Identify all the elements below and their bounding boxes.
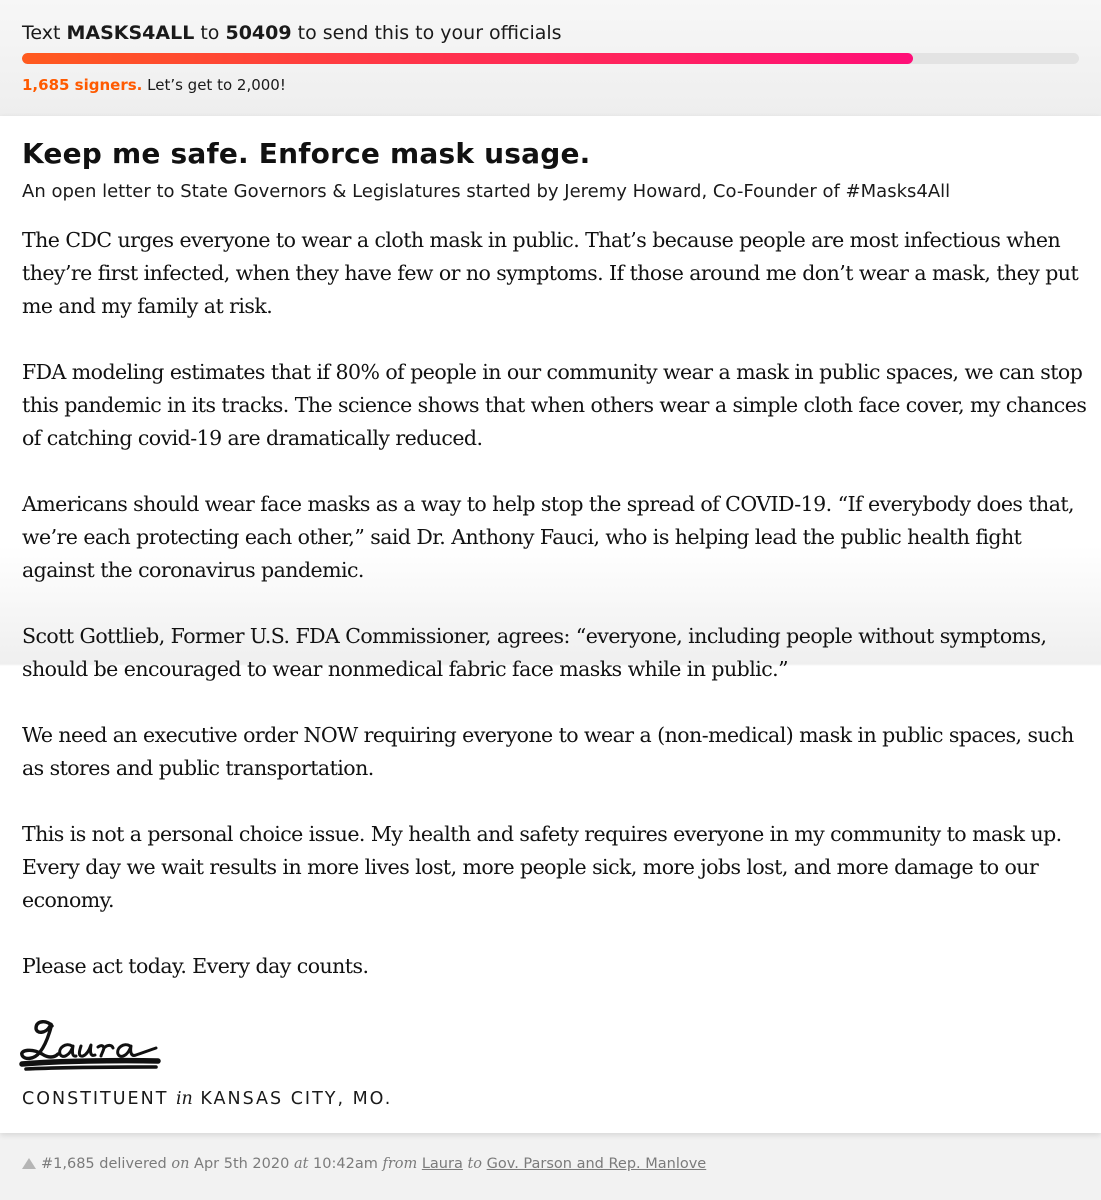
signer-count-line	[22, 74, 286, 96]
letter-paragraph: Please act today. Every day counts.	[22, 954, 369, 978]
letter-card	[0, 116, 1101, 1133]
letter-paragraph: Americans should wear face masks as a way to help stop the spread of COVID-19. “If everybody does that, we’re each protecting each other,” said Dr. Anthony Fauci, who is helping lead the public health fight against the coronavirus pandemic.	[22, 492, 1075, 582]
cta-prefix: Text	[22, 22, 67, 44]
letter-paragraph: We need an executive order NOW requiring everyone to wear a (non-medical) mask in public spaces, such as stores and public transportation.	[22, 723, 1074, 780]
letter-subtitle: An open letter to State Governors & Legislatures started by Jeremy Howard, Co-Founder of #Masks4All	[22, 181, 951, 202]
delivery-date: Apr 5th 2020	[189, 1156, 294, 1172]
letter-paragraph: Scott Gottlieb, Former U.S. FDA Commissioner, agrees: “everyone, including people without symptoms, should be encouraged to wear nonmedical fabric face masks while in public.”	[22, 624, 1047, 681]
signer-progress-bar	[22, 53, 1079, 64]
signature-laura	[18, 1012, 163, 1078]
constituent-city: KANSAS CITY, MO.	[192, 1089, 393, 1109]
recipients-link[interactable]: Gov. Parson and Rep. Manlove	[486, 1156, 707, 1172]
signer-progress-fill	[22, 53, 913, 64]
signer-banner	[0, 0, 1101, 116]
delivery-time: 10:42am	[308, 1156, 383, 1172]
constituent-label: CONSTITUENT	[22, 1089, 176, 1109]
letter-paragraph: This is not a personal choice issue. My health and safety requires everyone in my community to mask up. Every day we wait results in more lives lost, more people sick, more jobs lost, and more damage to our economy.	[22, 822, 1062, 912]
footer-to: to	[467, 1156, 483, 1172]
sender-link[interactable]: Laura	[421, 1156, 463, 1172]
cta-suffix: to send this to your officials	[291, 22, 562, 44]
footer-on: on	[171, 1156, 190, 1172]
cta-shortcode: 50409	[225, 22, 292, 44]
up-arrow-icon	[22, 1158, 36, 1169]
signer-count: 1,685 signers.	[22, 76, 143, 94]
letter-title: Keep me safe. Enforce mask usage.	[22, 137, 591, 170]
letter-body	[22, 224, 1087, 1016]
cta-keyword: MASKS4ALL	[66, 22, 195, 44]
letter-paragraph: The CDC urges everyone to wear a cloth mask in public. That’s because people are most infectious when they’re first infected, when they have few or no symptoms. If those around me don’t wear a mask, they put me and my family at risk.	[22, 228, 1079, 318]
signer-goal: Let’s get to 2,000!	[142, 76, 286, 94]
text-to-send-cta	[22, 20, 562, 46]
delivery-footer	[22, 1153, 706, 1175]
letter-paragraph: FDA modeling estimates that if 80% of people in our community wear a mask in public spaces, we can stop this pandemic in its tracks. The science shows that when others wear a simple cloth face cover, my chances of catching covid-19 are dramatically reduced.	[22, 360, 1087, 450]
footer-from: from	[382, 1156, 418, 1172]
cta-middle: to	[194, 22, 226, 44]
constituent-location	[22, 1086, 392, 1112]
delivery-number: #1,685 delivered	[41, 1156, 172, 1172]
constituent-in: in	[175, 1089, 193, 1109]
footer-at: at	[293, 1156, 309, 1172]
